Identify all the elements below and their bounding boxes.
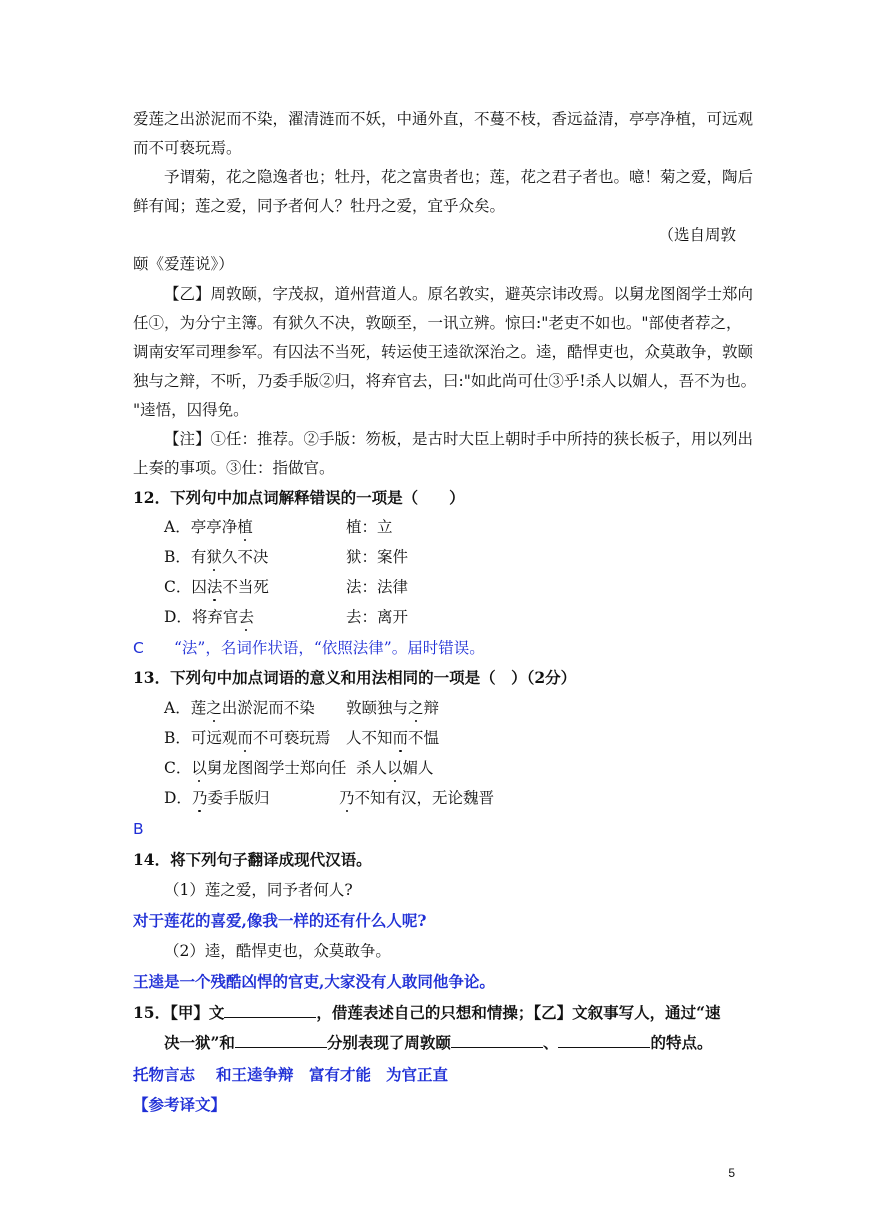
- q15-line-2: 决一狱”和 分别表现了周敦颐 、 的特点。: [164, 1033, 713, 1052]
- emphasis-dot-word: 以: [191, 759, 207, 777]
- reference-translation-label: 【参考译文】: [133, 1095, 227, 1114]
- q12-option-a-gloss: 植：立: [346, 518, 393, 536]
- note-line-1: 【注】①任：推荐。②手版：笏板，是古时大臣上朝时手中所持的狭长板子，用以列出: [164, 430, 754, 448]
- answer-blank-4: [558, 1033, 650, 1048]
- source-line-1: （选自周敦: [658, 226, 736, 244]
- q14-answer-1: 对于莲花的喜爱,像我一样的还有什么人呢?: [133, 911, 427, 930]
- q13-option-a-compare: 敦颐独与之辩: [346, 699, 440, 717]
- emphasis-dot-word: 去: [238, 608, 254, 626]
- answer-blank-1: [224, 1003, 316, 1018]
- emphasis-dot-word: 而: [237, 729, 253, 747]
- passage-yi-line-1: 【乙】周敦颐，字茂叔，道州营道人。原名敦实，避英宗讳改焉。以舅龙图阁学士郑向: [164, 285, 754, 303]
- emphasis-dot-word: 狱: [206, 548, 222, 566]
- passage-yi-line-4: 独与之辩，不听，乃委手版②归，将弃官去，曰:"如此尚可仕③乎!杀人以媚人，吾不为也。: [133, 372, 757, 390]
- q13-stem: 13．下列句中加点词语的意义和用法相同的一项是（ ）（2分）: [133, 668, 577, 687]
- emphasis-dot-word: 乃: [191, 789, 208, 807]
- emphasis-dot-word: 以: [387, 759, 403, 777]
- emphasis-dot-word: 之: [206, 699, 222, 717]
- q12-explanation: “法”，名词作状语，“依照法律”。届时错误。: [174, 639, 485, 657]
- q12-option-a: A．亭亭净植: [164, 518, 253, 536]
- passage-jia-line-1: 爱莲之出淤泥而不染，濯清涟而不妖，中通外直，不蔓不枝，香远益清，亭亭净植，可远观: [133, 110, 754, 128]
- q15-line-1: 15．【甲】文 ，借莲表述自己的只想和情操；【乙】文叙事写人，通过“速: [133, 1003, 721, 1022]
- q12-option-d: D．将弃官去: [164, 608, 254, 626]
- q12-option-c: C．囚法不当死: [164, 578, 269, 596]
- q15-answer-3: 富有才能: [309, 1065, 372, 1084]
- q13-option-b-compare: 人不知而不愠: [346, 729, 440, 747]
- q14-answer-2: 王逵是一个残酷凶悍的官吏,大家没有人敢同他争论。: [133, 972, 495, 991]
- passage-jia-line-4: 鲜有闻；莲之爱，同予者何人？牡丹之爱，宜乎众矣。: [133, 197, 506, 215]
- q14-item-1: （1）莲之爱，同予者何人?: [164, 881, 353, 899]
- q13-option-a: A．莲之出淤泥而不染: [164, 699, 315, 717]
- q13-option-d: D．乃委手版归: [164, 789, 270, 807]
- emphasis-dot-word: 法: [206, 578, 223, 596]
- q12-stem: 12．下列句中加点词解释错误的一项是（ ）: [133, 488, 465, 507]
- answer-blank-2: [235, 1033, 327, 1048]
- emphasis-dot-word: 乃: [339, 789, 355, 807]
- emphasis-dot-word: 之: [408, 699, 424, 717]
- q15-answer-4: 为官正直: [386, 1065, 449, 1084]
- q12-option-b-gloss: 狱：案件: [346, 548, 409, 566]
- q13-option-d-compare: 乃不知有汉，无论魏晋: [339, 789, 495, 807]
- passage-jia-line-3: 予谓菊，花之隐逸者也；牡丹，花之富贵者也；莲，花之君子者也。噫！菊之爱，陶后: [164, 168, 754, 186]
- passage-yi-line-5: "逵悟，囚得免。: [133, 401, 249, 419]
- q12-option-c-gloss: 法：法律: [346, 578, 409, 596]
- q15-answer-2: 和王逵争辩: [216, 1065, 294, 1084]
- source-line-2: 颐《爱莲说》）: [133, 255, 234, 273]
- q14-item-2: （2）逵，酷悍吏也，众莫敢争。: [164, 942, 391, 960]
- passage-yi-line-2: 任①，为分宁主簿。有狱久不决，敦颐至，一讯立辨。惊曰:"老吏不如也。"部使者荐之，: [133, 314, 742, 332]
- q14-stem: 14．将下列句子翻译成现代汉语。: [133, 850, 372, 869]
- q15-answer-1: 托物言志: [133, 1065, 196, 1084]
- q13-option-c: C．以舅龙图阁学士郑向任: [164, 759, 347, 777]
- q12-option-b: B．有狱久不决: [164, 548, 269, 566]
- q12-option-d-gloss: 去：离开: [346, 608, 409, 626]
- emphasis-dot-word: 植: [237, 518, 253, 536]
- passage-jia-line-2: 而不可亵玩焉。: [133, 139, 242, 157]
- passage-yi-line-3: 调南安军司理参军。有囚法不当死，转运使王逵欲深治之。逵，酷悍吏也，众莫敢争，敦颐: [133, 343, 754, 361]
- emphasis-dot-word: 而: [392, 729, 409, 747]
- note-line-2: 上奏的事项。③仕：指做官。: [133, 459, 335, 477]
- page-number: 5: [728, 1166, 735, 1180]
- q13-option-b: B．可远观而不可亵玩焉: [164, 729, 331, 747]
- answer-blank-3: [451, 1033, 543, 1048]
- q13-option-c-compare: 杀人以媚人: [356, 759, 434, 777]
- q13-answer: B: [133, 820, 144, 838]
- q12-answer: C: [133, 639, 144, 657]
